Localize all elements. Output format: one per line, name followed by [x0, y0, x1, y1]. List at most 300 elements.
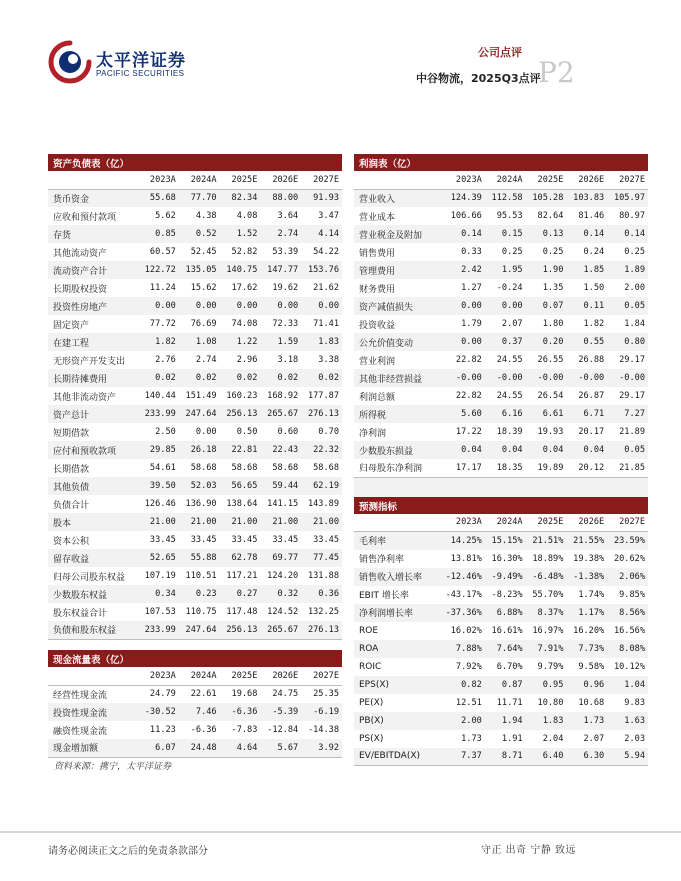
- table-row: [48, 549, 342, 567]
- column-header-blank: [354, 171, 444, 189]
- column-header: 2023A: [138, 667, 179, 685]
- table-row: [48, 225, 342, 243]
- cell-value: 82.34: [220, 189, 261, 207]
- cell-value: 1.73: [461, 733, 482, 744]
- cell-value: 77.72: [149, 319, 176, 329]
- table-row: [48, 495, 342, 513]
- cell-value: 16.20%: [573, 625, 605, 636]
- cell-value: 0.82: [444, 676, 485, 694]
- cell-value: 0.00: [260, 297, 301, 315]
- row-label: 营业利润: [359, 356, 396, 367]
- row-label: 毛利率: [354, 532, 444, 550]
- cell-value: 0.32: [260, 585, 301, 603]
- column-header: 2025E: [220, 171, 261, 189]
- cell-value: -12.46%: [444, 568, 485, 586]
- cell-value: 69.77: [260, 549, 301, 567]
- cell-value: 0.14: [566, 225, 607, 243]
- cell-value: 20.12: [566, 459, 607, 477]
- cell-value: 4.08: [236, 211, 258, 221]
- cell-value: 117.48: [226, 607, 258, 617]
- cell-value: -12.84: [267, 725, 299, 735]
- column-header: 2024A: [179, 171, 220, 189]
- cell-value: 8.56%: [607, 604, 648, 622]
- row-label: 销售费用: [359, 248, 396, 259]
- cell-value: 1.74%: [578, 589, 605, 600]
- cell-value: 7.91%: [526, 640, 567, 658]
- cell-value: 138.64: [226, 499, 258, 509]
- cell-value: 21.89: [619, 427, 645, 437]
- row-label: 投资性房地产: [48, 297, 138, 315]
- cell-value: 117.21: [226, 571, 258, 581]
- cell-value: 54.61: [149, 463, 176, 473]
- cell-value: 7.37: [444, 748, 485, 766]
- cell-value: 22.32: [301, 441, 342, 459]
- indicators-title: 预测指标: [354, 497, 648, 514]
- cell-value: 0.34: [138, 585, 179, 603]
- cell-value: 0.70: [318, 427, 339, 437]
- cell-value: 29.17: [619, 355, 645, 365]
- cell-value: 0.00: [301, 297, 342, 315]
- cell-value: 0.14: [444, 225, 485, 243]
- table-row: [48, 387, 342, 405]
- column-header: 2025E: [220, 667, 261, 685]
- cell-value: 10.80: [537, 697, 564, 708]
- table-row: [48, 567, 342, 585]
- cell-value: 33.45: [272, 535, 299, 545]
- cell-value: 33.45: [313, 535, 339, 545]
- cell-value: 3.64: [277, 211, 299, 221]
- cell-value: 131.88: [307, 571, 339, 581]
- cell-value: 16.56%: [613, 625, 645, 636]
- cell-value: 2.07: [583, 733, 605, 744]
- cell-value: 33.45: [231, 535, 258, 545]
- cell-value: 124.39: [444, 189, 485, 207]
- table-row: [354, 658, 648, 676]
- table-row: [48, 315, 342, 333]
- cell-value: 22.43: [260, 441, 301, 459]
- cell-value: 58.68: [190, 463, 217, 473]
- cell-value: 17.22: [455, 427, 482, 437]
- cell-value: 0.00: [138, 297, 179, 315]
- cell-value: 24.75: [272, 689, 299, 700]
- cell-value: 15.15%: [485, 532, 526, 550]
- row-label: 其他非流动资产: [53, 392, 117, 403]
- row-label: 其他非经营损益: [354, 369, 444, 387]
- cell-value: 233.99: [138, 405, 179, 423]
- row-label: 净利润增长率: [354, 604, 444, 622]
- table-row: [354, 351, 648, 369]
- row-label: ROIC: [359, 661, 382, 672]
- cell-value: 0.02: [301, 369, 342, 387]
- cell-value: 2.04: [542, 733, 564, 744]
- cash-flow-section: [48, 650, 342, 758]
- cell-value: 53.39: [272, 247, 299, 257]
- cell-value: 0.25: [624, 247, 645, 257]
- cell-value: 107.53: [144, 607, 176, 617]
- cell-value: 9.85%: [619, 589, 645, 600]
- balance-sheet-table: [48, 171, 342, 640]
- cell-value: 0.05: [607, 297, 648, 315]
- cell-value: -30.52: [138, 703, 179, 721]
- row-label: 长期借款: [53, 464, 90, 475]
- cell-value: -9.49%: [485, 568, 526, 586]
- cell-value: 91.93: [301, 189, 342, 207]
- cell-value: 1.94: [485, 712, 526, 730]
- column-header-blank: [354, 514, 444, 532]
- cell-value: 4.14: [301, 225, 342, 243]
- cell-value: 1.80: [542, 319, 564, 329]
- column-header: 2023A: [444, 514, 485, 532]
- column-header: 2025E: [526, 514, 567, 532]
- cell-value: 160.23: [226, 391, 258, 401]
- table-row: [354, 676, 648, 694]
- cell-value: 1.79: [461, 319, 482, 329]
- cell-value: 0.14: [607, 225, 648, 243]
- cell-value: 124.52: [267, 607, 299, 617]
- cell-value: 151.49: [185, 391, 217, 401]
- cell-value: 77.45: [301, 549, 342, 567]
- column-header: 2024A: [485, 171, 526, 189]
- cell-value: 5.60: [444, 405, 485, 423]
- cell-value: 247.64: [179, 405, 220, 423]
- column-header-blank: [48, 667, 138, 685]
- cell-value: 20.62%: [613, 553, 645, 564]
- cell-value: 0.02: [179, 369, 220, 387]
- table-row: [48, 441, 342, 459]
- cell-value: 19.89: [526, 459, 567, 477]
- cell-value: 16.02%: [450, 625, 482, 636]
- cell-value: 22.82: [455, 355, 482, 365]
- cell-value: 72.33: [272, 319, 299, 329]
- cell-value: 39.50: [138, 477, 179, 495]
- cell-value: 21.51%: [526, 532, 567, 550]
- table-row: [354, 279, 648, 297]
- row-label: 其他流动资产: [53, 248, 108, 259]
- cell-value: 52.65: [138, 549, 179, 567]
- row-label: 存货: [48, 225, 138, 243]
- cell-value: 62.19: [301, 477, 342, 495]
- table-row: [354, 568, 648, 586]
- cell-value: 1.73: [566, 712, 607, 730]
- table-row: [354, 315, 648, 333]
- cell-value: -6.36: [190, 725, 217, 735]
- cell-value: 132.25: [307, 607, 339, 617]
- table-row: [48, 685, 342, 703]
- table-row: [354, 261, 648, 279]
- table-row: [48, 621, 342, 639]
- row-label: PE(X): [359, 697, 384, 708]
- cell-value: 0.13: [526, 225, 567, 243]
- table-row: [48, 531, 342, 549]
- cell-value: 26.54: [537, 391, 564, 401]
- cell-value: 0.04: [526, 441, 567, 459]
- table-row: [48, 513, 342, 531]
- cash-flow-title: 现金流量表（亿）: [48, 650, 342, 667]
- cell-value: 9.79%: [537, 661, 564, 672]
- cell-value: 177.87: [307, 391, 339, 401]
- cell-value: 2.07: [501, 319, 523, 329]
- cell-value: 3.18: [277, 355, 299, 365]
- table-row: [354, 207, 648, 225]
- cell-value: 0.37: [485, 333, 526, 351]
- row-label: PS(X): [359, 733, 384, 744]
- cell-value: 2.74: [195, 355, 217, 365]
- cell-value: 19.93: [537, 427, 564, 437]
- cell-value: 153.76: [301, 261, 342, 279]
- table-row: [354, 604, 648, 622]
- cell-value: 26.18: [179, 441, 220, 459]
- cell-value: 5.94: [607, 748, 648, 766]
- cell-value: 0.95: [526, 676, 567, 694]
- cell-value: 0.00: [485, 297, 526, 315]
- cell-value: 0.00: [220, 297, 261, 315]
- cell-value: 52.82: [231, 247, 258, 257]
- row-label: 营业收入: [354, 189, 444, 207]
- cell-value: 54.22: [313, 247, 339, 257]
- table-row: [354, 748, 648, 766]
- cell-value: 71.41: [313, 319, 339, 329]
- row-label: 投资收益: [359, 320, 396, 331]
- row-label: 投资性现金流: [48, 703, 138, 721]
- cell-value: 6.61: [526, 405, 567, 423]
- cell-value: 1.84: [624, 319, 645, 329]
- cell-value: 0.04: [444, 441, 485, 459]
- cell-value: 33.45: [190, 535, 217, 545]
- table-row: [48, 279, 342, 297]
- data-source-note: 资料来源：携宁，太平洋证券: [54, 762, 172, 772]
- page-number: P2: [538, 56, 575, 89]
- cell-value: 0.85: [138, 225, 179, 243]
- cell-value: 81.46: [578, 211, 605, 221]
- cell-value: 95.53: [496, 211, 523, 221]
- cell-value: 2.00: [444, 712, 485, 730]
- cell-value: 0.20: [526, 333, 567, 351]
- cell-value: 2.03: [624, 733, 645, 744]
- cell-value: 56.65: [220, 477, 261, 495]
- cell-value: 7.27: [607, 405, 648, 423]
- cell-value: 24.55: [496, 391, 523, 401]
- cell-value: 0.23: [179, 585, 220, 603]
- cell-value: 16.61%: [491, 625, 523, 636]
- cell-value: 0.00: [179, 297, 220, 315]
- cell-value: 8.71: [485, 748, 526, 766]
- table-row: [354, 459, 648, 477]
- cell-value: 16.30%: [491, 553, 523, 564]
- table-row: [48, 369, 342, 387]
- cell-value: 1.82: [138, 333, 179, 351]
- footer-motto: 守正 出奇 宁静 致远: [481, 845, 577, 856]
- cell-value: -37.36%: [444, 604, 485, 622]
- row-label: 经营性现金流: [53, 690, 108, 701]
- cell-value: 19.62: [272, 283, 299, 293]
- cell-value: 141.15: [267, 499, 299, 509]
- cell-value: 233.99: [138, 621, 179, 639]
- cell-value: 1.82: [583, 319, 605, 329]
- cell-value: 11.23: [149, 725, 176, 735]
- cell-value: -6.36: [220, 703, 261, 721]
- cell-value: 147.77: [260, 261, 301, 279]
- cell-value: 7.64%: [485, 640, 526, 658]
- cell-value: 276.13: [301, 621, 342, 639]
- cell-value: 58.68: [231, 463, 258, 473]
- row-label: 资本公积: [53, 536, 90, 547]
- row-label: 融资性现金流: [53, 726, 108, 737]
- cell-value: 20.17: [578, 427, 605, 437]
- cell-value: 1.22: [220, 333, 261, 351]
- cell-value: 1.35: [542, 283, 564, 293]
- row-label: 净利润: [359, 428, 387, 439]
- cell-value: 143.89: [307, 499, 339, 509]
- table-row: [354, 730, 648, 748]
- cell-value: 55.88: [179, 549, 220, 567]
- table-row: [48, 297, 342, 315]
- cell-value: 135.05: [179, 261, 220, 279]
- balance-sheet-section: [48, 154, 342, 640]
- row-label: 留存收益: [48, 549, 138, 567]
- table-row: [354, 387, 648, 405]
- cell-value: 2.96: [236, 355, 258, 365]
- table-row: [354, 694, 648, 712]
- cash-flow-table: [48, 667, 342, 758]
- cell-value: 10.68: [578, 697, 605, 708]
- column-header: 2027E: [607, 171, 648, 189]
- section-spacer: [354, 478, 648, 497]
- cell-value: 62.78: [220, 549, 261, 567]
- cell-value: 24.79: [149, 689, 176, 700]
- row-label: 资产总计: [48, 405, 138, 423]
- footer-disclaimer: 请务必阅读正文之后的免责条款部分: [48, 846, 208, 857]
- cell-value: 122.72: [138, 261, 179, 279]
- cell-value: 82.64: [537, 211, 564, 221]
- cell-value: 1.27: [461, 283, 482, 293]
- cell-value: 136.90: [185, 499, 217, 509]
- cell-value: -6.48%: [526, 568, 567, 586]
- cell-value: 126.46: [144, 499, 176, 509]
- cell-value: 12.51: [455, 697, 482, 708]
- cell-value: 25.35: [313, 689, 339, 700]
- brand-name-en: PACIFIC SECURITIES: [96, 69, 185, 78]
- cell-value: 21.62: [313, 283, 339, 293]
- income-statement-section: [354, 154, 648, 766]
- cell-value: 168.92: [267, 391, 299, 401]
- cell-value: 22.61: [190, 689, 217, 700]
- row-label: 所得税: [354, 405, 444, 423]
- table-row: [48, 243, 342, 261]
- table-row: [48, 351, 342, 369]
- table-row: [354, 189, 648, 207]
- cell-value: 6.40: [526, 748, 567, 766]
- table-row: [48, 703, 342, 721]
- cell-value: 58.68: [313, 463, 339, 473]
- cell-value: 14.25%: [444, 532, 485, 550]
- table-row: [354, 640, 648, 658]
- table-row: [354, 712, 648, 730]
- cell-value: 52.03: [179, 477, 220, 495]
- cell-value: 7.92%: [455, 661, 482, 672]
- column-header-row: [354, 514, 648, 532]
- cell-value: 1.17%: [566, 604, 607, 622]
- table-row: [354, 405, 648, 423]
- cell-value: 21.00: [179, 513, 220, 531]
- cell-value: 6.70%: [496, 661, 523, 672]
- table-row: [354, 550, 648, 568]
- cell-value: 13.81%: [450, 553, 482, 564]
- cell-value: 29.85: [138, 441, 179, 459]
- cell-value: 11.24: [149, 283, 176, 293]
- cell-value: 0.00: [444, 297, 485, 315]
- column-header: 2027E: [607, 514, 648, 532]
- row-label: 其他负债: [48, 477, 138, 495]
- cell-value: -7.83: [231, 725, 258, 735]
- cell-value: 0.00: [195, 427, 217, 437]
- report-header: [0, 0, 681, 110]
- cell-value: 16.97%: [532, 625, 564, 636]
- row-label: EBIT 增长率: [359, 591, 409, 601]
- row-label: 在建工程: [48, 333, 138, 351]
- row-label: 公允价值变动: [354, 333, 444, 351]
- cell-value: 18.35: [485, 459, 526, 477]
- cell-value: 1.08: [179, 333, 220, 351]
- cell-value: 33.45: [149, 535, 176, 545]
- cell-value: 256.13: [220, 405, 261, 423]
- table-row: [354, 297, 648, 315]
- cell-value: 8.37%: [526, 604, 567, 622]
- cell-value: 21.00: [301, 513, 342, 531]
- row-label: 流动资产合计: [48, 261, 138, 279]
- cell-value: 0.36: [301, 585, 342, 603]
- cell-value: 110.75: [185, 607, 217, 617]
- cell-value: 0.24: [583, 247, 605, 257]
- cell-value: 103.83: [566, 189, 607, 207]
- cell-value: 21.85: [607, 459, 648, 477]
- column-header: 2026E: [260, 667, 301, 685]
- cell-value: 5.67: [260, 739, 301, 757]
- cell-value: 6.16: [485, 405, 526, 423]
- row-label: 应付和预收款项: [48, 441, 138, 459]
- income-statement-table: [354, 171, 648, 478]
- cell-value: 1.89: [607, 261, 648, 279]
- cell-value: 0.80: [607, 333, 648, 351]
- cell-value: 1.83: [301, 333, 342, 351]
- column-header: 2027E: [301, 667, 342, 685]
- brand-name-cn: 太平洋证券: [96, 51, 186, 71]
- cell-value: 8.08%: [607, 640, 648, 658]
- cell-value: -5.39: [260, 703, 301, 721]
- cell-value: 55.70%: [532, 589, 564, 600]
- cell-value: 112.58: [485, 189, 526, 207]
- cell-value: 1.90: [526, 261, 567, 279]
- cell-value: 7.73%: [566, 640, 607, 658]
- cell-value: 3.47: [318, 211, 339, 221]
- cell-value: 0.50: [236, 427, 258, 437]
- table-row: [48, 333, 342, 351]
- cell-value: 23.59%: [607, 532, 648, 550]
- column-header: 2027E: [301, 171, 342, 189]
- table-row: [48, 603, 342, 621]
- row-label: 股本: [48, 513, 138, 531]
- cell-value: 110.51: [185, 571, 217, 581]
- cell-value: 7.88%: [444, 640, 485, 658]
- cell-value: 1.59: [260, 333, 301, 351]
- cell-value: 6.30: [566, 748, 607, 766]
- cell-value: -0.00: [444, 369, 485, 387]
- cell-value: 0.02: [260, 369, 301, 387]
- table-row: [354, 622, 648, 640]
- row-label: ROE: [359, 625, 379, 636]
- cell-value: 0.25: [501, 247, 523, 257]
- row-label: 无形资产开发支出: [53, 356, 126, 367]
- row-label: 营业成本: [359, 212, 396, 223]
